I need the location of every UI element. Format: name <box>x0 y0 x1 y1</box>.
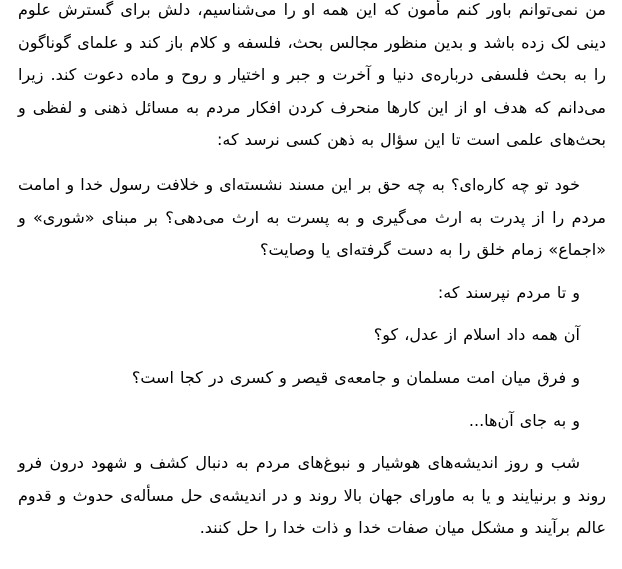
paragraph-mamun-debates: من نمی‌توانم باور کنم مأمون که این همه او را می‌شناسیم، دلش برای گسترش علوم دینی لک زده باشد و بدین منظور مجالس بحث، فلسفه و کلام باز کند و علمای گوناگون را به بحث فلسفی درباره‌ی دنیا و آخرت و جبر و اختیار و روح و ماده دعوت کند. زیرا می‌دانم که هدف او از این کارها منحرف کردن افکار مردم به مسائل ذهنی و لفظی و بحث‌های علمی است تا این سؤال به ذهن کسی نرسد که: <box>18 0 606 150</box>
paragraph-questions-caliphate: خود تو چه کاره‌ای؟ به چه حق بر این مسند نشسته‌ای و خلافت رسول خدا و امامت مردم را از پدرت به ارث می‌گیری و به پسرت به ارث می‌دهی؟ بر مبنای «شوری» و «اجماع» زمام خلق را به دست گرفته‌ای یا وصایت؟ <box>18 174 606 260</box>
paragraph-minds-diverted: شب و روز اندیشه‌های هوشیار و نبوغ‌های مردم به دنبال کشف و شهود درون فرو روند و برنیایند و یا به ماورای جهان بالا روند و در اندیشه‌ی حل مسأله‌ی حدوث و قدوم عالم برآیند و مشکل میان صفات خدا و ذات خدا را حل کنند. <box>18 453 606 538</box>
paragraph-people-ask: و تا مردم نپرسند که: <box>437 282 580 302</box>
paragraph-justice-question: آن همه داد اسلام از عدل، کو؟ <box>373 325 580 345</box>
paragraph-difference-question: و فرق میان امت مسلمان و جامعه‌ی قیصر و کسری در کجا است؟ <box>131 367 580 387</box>
paragraph-instead: و به جای آن‌ها... <box>468 410 580 430</box>
